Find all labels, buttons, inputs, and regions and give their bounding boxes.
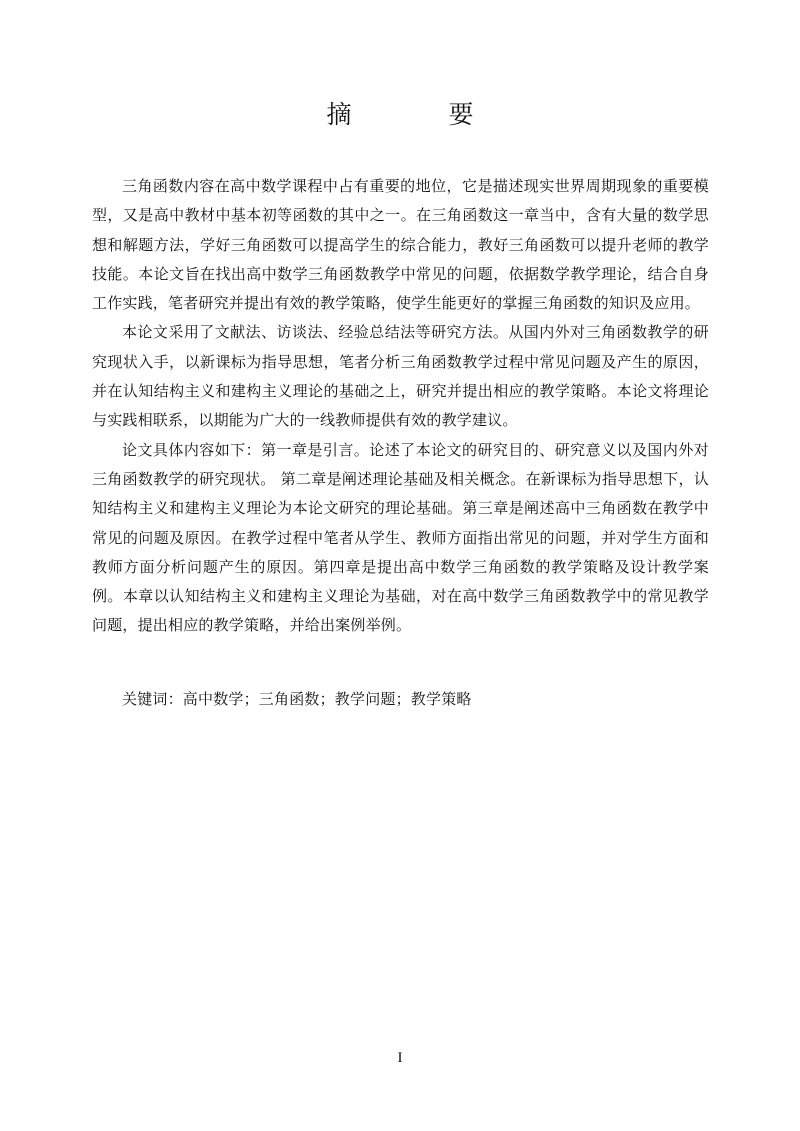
keywords-line: 关键词：高中数学；三角函数；教学问题；教学策略 bbox=[122, 690, 472, 708]
page-number: I bbox=[397, 1050, 403, 1066]
abstract-paragraph-1: 三角函数内容在高中数学课程中占有重要的地位，它是描述现实世界周期现象的重要模型，又是高中教材中基本初等函数的其中之一。在三角函数这一章当中，含有大量的数学思想和解题方法，学好三角函数可以提高学生的综合能力，教好三角函数可以提升老师的教学技能。本论文旨在找出高中数学三角函数教学中常见的问题，依据数学教学理论，结合自身工作实践，笔者研究并提出有效的教学策略，使学生能更好的掌握三角函数的知识及应用。 bbox=[92, 177, 709, 313]
abstract-paragraph-2: 本论文采用了文献法、访谈法、经验总结法等研究方法。从国内外对三角函数教学的研究现状入手，以新课标为指导思想，笔者分析三角函数教学过程中常见问题及产生的原因，并在认知结构主义和建构主义理论的基础之上，研究并提出相应的教学策略。本论文将理论与实践相联系，以期能为广大的一线教师提供有效的教学建议。 bbox=[92, 323, 709, 430]
abstract-body bbox=[92, 172, 709, 641]
abstract-paragraph-3: 论文具体内容如下：第一章是引言。论述了本论文的研究目的、研究意义以及国内外对三角函数教学的研究现状。 第二章是阐述理论基础及相关概念。在新课标为指导思想下，认知结构主义和建构主义理论为本论文研究的理论基础。第三章是阐述高中三角函数在教学中常见的问题及原因。在教学过程中笔者从学生、教师方面指出常见的问题，并对学生方面和教师方面分析问题产生的原因。第四章是提出高中数学三角函数的教学策略及设计教学案例。本章以认知结构主义和建构主义理论为基础，对在高中数学三角函数教学中的常见教学问题，提出相应的教学策略，并给出案例举例。 bbox=[92, 440, 709, 635]
abstract-title: 摘 要 bbox=[326, 100, 510, 129]
